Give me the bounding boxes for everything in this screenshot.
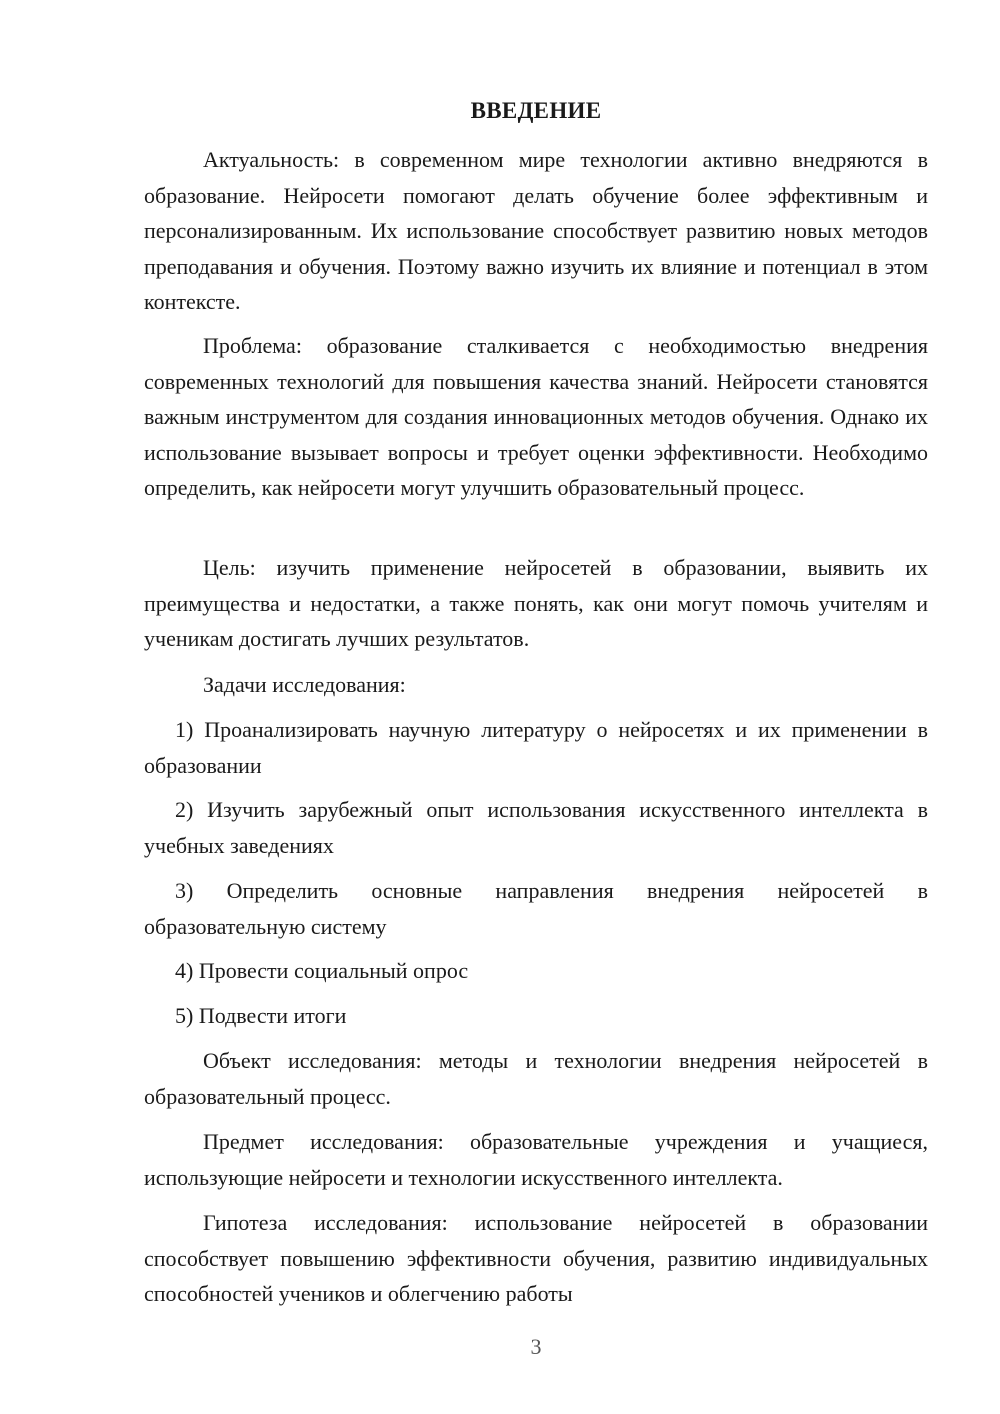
task-item-4: 4) Провести социальный опрос — [175, 958, 469, 983]
paragraph-tasks-heading: Задачи исследования: — [203, 672, 406, 697]
task-item-3: 3) Определить основные направления внедрения нейросетей в образовательную систему — [144, 878, 928, 939]
task-item-2: 2) Изучить зарубежный опыт использования искусственного интеллекта в учебных заведениях — [144, 797, 928, 858]
page-number: 3 — [530, 1334, 542, 1359]
paragraph-object: Объект исследования: методы и технологии внедрения нейросетей в образовательный процесс. — [144, 1048, 928, 1109]
paragraph-goal: Цель: изучить применение нейросетей в образовании, выявить их преимущества и недостатки, а также понять, как они могут помочь учителям и ученикам достигать лучших результатов. — [144, 555, 928, 651]
task-item-5: 5) Подвести итоги — [175, 1003, 347, 1028]
paragraph-subject: Предмет исследования: образовательные учреждения и учащиеся, использующие нейросети и технологии искусственного интеллекта. — [144, 1129, 928, 1190]
paragraph-problem: Проблема: образование сталкивается с необходимостью внедрения современных технологий для повышения качества знаний. Нейросети становятся важным инструментом для создания инновационных методов обучения. Однако их использование вызывает вопросы и требует оценки эффективности. Необходимо определить, как нейросети могут улучшить образовательный процесс. — [144, 333, 928, 500]
paragraph-relevance: Актуальность: в современном мире технологии активно внедряются в образование. Нейросети помогают делать обучение более эффективным и персонализированным. Их использование способствует развитию новых методов преподавания и обучения. Поэтому важно изучить их влияние и потенциал в этом контексте. — [144, 147, 928, 314]
paragraph-hypothesis: Гипотеза исследования: использование нейросетей в образовании способствует повышению эффективности обучения, развитию индивидуальных способностей учеников и облегчению работы — [144, 1210, 928, 1306]
page-title: ВВЕДЕНИЕ — [470, 98, 602, 123]
task-item-1: 1) Проанализировать научную литературу о нейросетях и их применении в образовании — [144, 717, 928, 778]
